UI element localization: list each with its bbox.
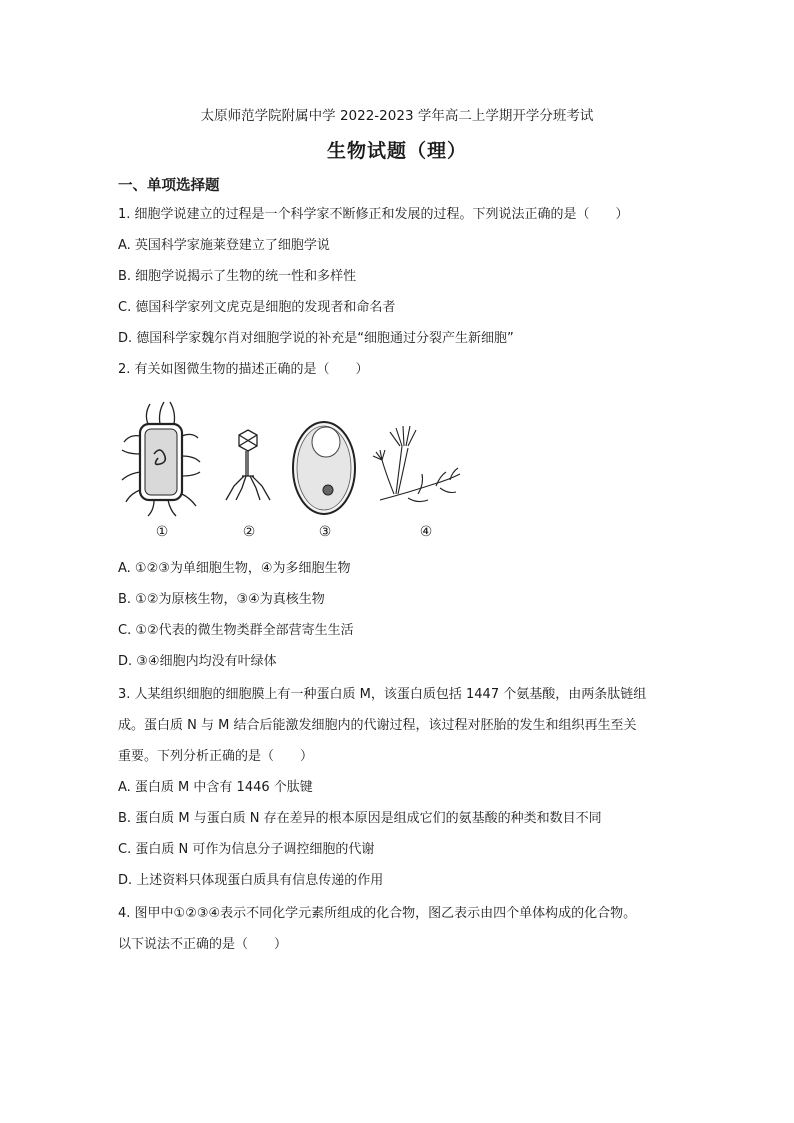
section-heading: 一、单项选择题 [118,178,220,194]
bacterium-illustration [122,402,200,516]
q2-option-b: B. ①②为原核生物，③④为真核生物 [118,592,325,607]
exam-subtitle: 太原师范学院附属中学 2022-2023 学年高二上学期开学分班考试 [200,108,594,124]
q3-option-a: A. 蛋白质 M 中含有 1446 个肽键 [118,780,313,795]
q3-stem-line-2: 成。蛋白质 N 与 M 结合后能激发细胞内的代谢过程，该过程对胚胎的发生和组织再生至关 [118,718,637,733]
q1-option-c: C. 德国科学家列文虎克是细胞的发现者和命名者 [118,300,396,315]
figure-label-4: ④ [419,524,433,540]
q4-stem-line-1: 4. 图甲中①②③④表示不同化学元素所组成的化合物，图乙表示由四个单体构成的化合物。 [118,906,637,921]
q3-stem-line-1: 3. 人某组织细胞的细胞膜上有一种蛋白质 M，该蛋白质包括 1447 个氨基酸，由两条肽链组 [118,687,647,702]
q3-option-d: D. 上述资料只体现蛋白质具有信息传递的作用 [118,873,384,888]
figure-label-3: ③ [318,524,332,540]
bacteriophage-illustration [226,430,270,500]
q3-option-b: B. 蛋白质 M 与蛋白质 N 存在差异的根本原因是组成它们的氨基酸的种类和数目不同 [118,811,602,826]
q3-stem-line-3: 重要。下列分析正确的是（ ） [118,749,314,764]
q1-option-b: B. 细胞学说揭示了生物的统一性和多样性 [118,269,357,284]
q1-stem: 1. 细胞学说建立的过程是一个科学家不断修正和发展的过程。下列说法正确的是（ ） [118,207,629,222]
figure-label-1: ① [155,524,169,540]
microorganism-figure [118,396,478,544]
q1-option-a: A. 英国科学家施莱登建立了细胞学说 [118,238,330,253]
q2-option-c: C. ①②代表的微生物类群全部营寄生生活 [118,623,354,638]
q4-stem-line-2: 以下说法不正确的是（ ） [118,937,288,952]
q2-option-a: A. ①②③为单细胞生物，④为多细胞生物 [118,561,351,576]
q2-stem: 2. 有关如图微生物的描述正确的是（ ） [118,362,369,377]
figure-label-2: ② [242,524,256,540]
q1-option-d: D. 德国科学家魏尔肖对细胞学说的补充是“细胞通过分裂产生新细胞” [118,331,514,346]
q3-option-c: C. 蛋白质 N 可作为信息分子调控细胞的代谢 [118,842,375,857]
mold-illustration [373,426,460,502]
exam-title: 生物试题（理） [326,140,467,162]
yeast-cell-illustration [293,422,355,514]
q2-option-d: D. ③④细胞内均没有叶绿体 [118,654,277,669]
